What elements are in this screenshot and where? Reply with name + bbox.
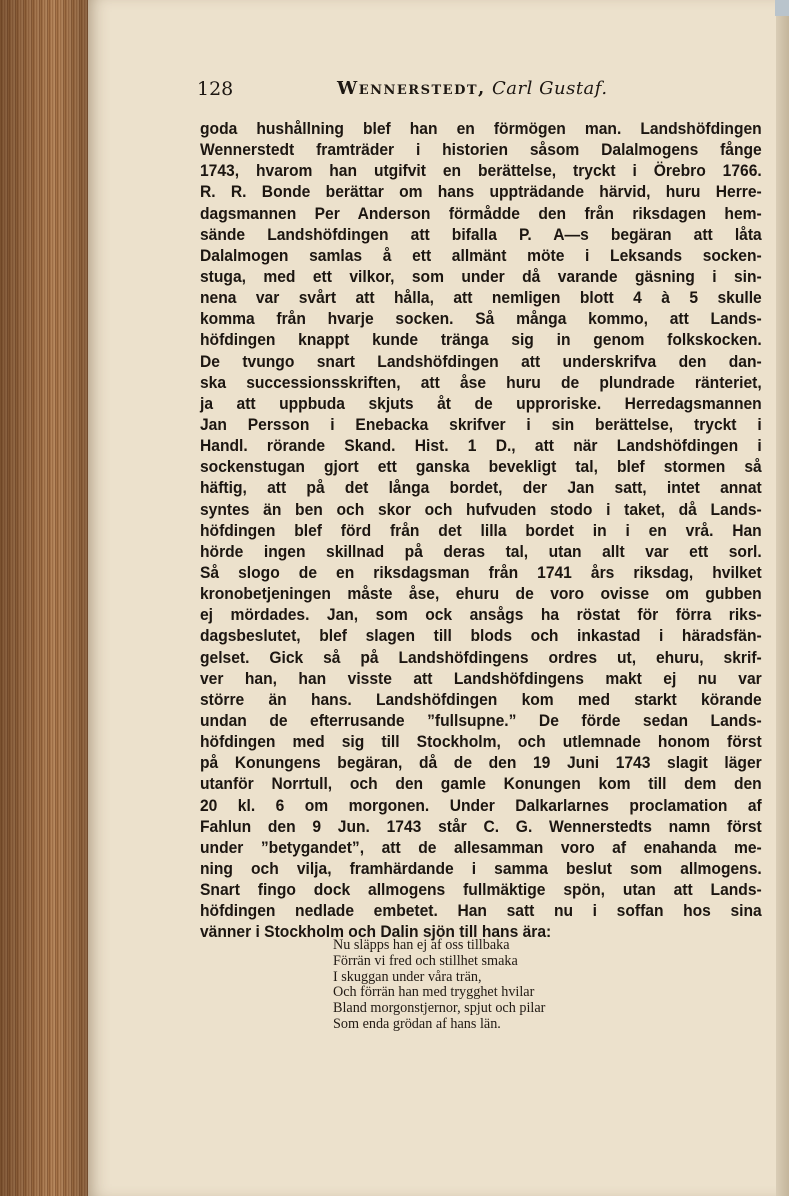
poem-line: Nu släpps han ej af oss tillbaka <box>333 937 510 953</box>
body-line: ja att uppbuda skjuts åt de upproriske. Herredagsmannen <box>200 393 762 413</box>
body-line: hörde ingen skillnad på deras tal, utan allt var ett sorl. <box>200 541 762 561</box>
body-line: kronobetjeningen måste åse, ehuru de voro ovisse om gubben <box>200 584 762 604</box>
poem-line: Och förrän han med trygghet hvilar <box>333 984 535 1001</box>
body-line: Så slogo de en riksdagsman från 1741 års riksdag, hvilket <box>200 562 762 582</box>
body-line: vänner i Stockholm och Dalin sjön till hans ära: <box>200 922 552 942</box>
page-header <box>197 78 757 106</box>
body-line: stuga, med ett vilkor, som under då varande gäsning i sin- <box>200 266 762 286</box>
body-line: 20 kl. 6 om morgonen. Under Dalkarlarnes proclamation af <box>200 795 762 815</box>
poem-line: Förrän vi fred och stillhet smaka <box>333 952 518 969</box>
body-line: på Konungens begäran, då de den 19 Juni 1743 slagit läger <box>200 753 762 773</box>
poem-line: Bland morgonstjernor, spjut och pilar <box>333 1000 546 1017</box>
body-line: Handl. rörande Skand. Hist. 1 D., att när Landshöfdingen i <box>200 436 762 456</box>
body-line: undan de efterrusande ”fullsupne.” De förde sedan Lands- <box>200 710 762 730</box>
body-line: under ”betygandet”, att de allesamman voro af enahanda me- <box>200 837 762 857</box>
body-line: höfdingen knappt kunde tränga sig in genom folkskocken. <box>200 330 762 350</box>
body-line: höfdingen blef förd från det lilla bordet in i en vrå. Han <box>200 520 762 540</box>
page-edges-shadow <box>0 0 92 1196</box>
body-line: Jan Persson i Enebacka skrifver i sin berättelse, tryckt i <box>200 414 762 434</box>
running-title <box>337 78 608 99</box>
body-line: dagsmannen Per Anderson förmådde den från riksdagen hem- <box>200 203 762 223</box>
body-line: sände Landshöfdingen att bifalla P. A—s begäran att låta <box>200 224 762 244</box>
body-line: häftig, att på det långa bordet, der Jan satt, intet annat <box>200 478 762 498</box>
scan-background-corner <box>775 0 789 16</box>
body-line: höfdingen nedlade embetet. Han satt nu i soffan hos sina <box>200 901 762 921</box>
body-line: ning och vilja, framhärdande i samma beslut som allmogens. <box>200 858 762 878</box>
body-text <box>200 118 762 942</box>
body-line: komma från hvarje socken. Så många kommo, att Lands- <box>200 309 762 329</box>
body-line: goda hushållning blef han en förmögen man. Landshöfdingen <box>200 119 762 138</box>
poem-line: Som enda grödan af hans län. <box>333 1015 501 1032</box>
body-line: sockenstugan gjort ett ganska bevekligt tal, blef stormen så <box>200 457 762 477</box>
body-line: Snart fingo dock allmogens fullmäktige spön, utan att Lands- <box>200 880 762 900</box>
running-title-given-names: Carl Gustaf. <box>492 78 608 99</box>
body-line: större än hans. Landshöfdingen kom med starkt körande <box>200 689 762 709</box>
body-line: ver han, han visste att Landshöfdingens makt ej nu var <box>200 668 762 688</box>
running-title-surname: Wennerstedt, <box>337 78 486 99</box>
body-line: nena var svårt att hålla, att nemligen blott 4 à 5 skulle <box>200 288 762 308</box>
body-line: utanför Norrtull, och den gamle Konungen kom till dem den <box>200 774 762 794</box>
body-line: Wennerstedt framträder i historien såsom Dalalmogens fånge <box>200 140 762 160</box>
body-line: dagsbeslutet, blef slagen till blods och inkastad i häradsfän- <box>200 626 762 646</box>
body-line: 1743, hvarom han utgifvit en berättelse, tryckt i Örebro 1766. <box>200 161 762 181</box>
page-number: 128 <box>197 78 234 100</box>
body-line: höfdingen med sig till Stockholm, och utlemnade honom först <box>200 732 762 752</box>
poem-line: I skuggan under våra trän, <box>333 968 482 985</box>
body-line: R. R. Bonde berättar om hans uppträdande härvid, huru Herre- <box>200 182 762 202</box>
body-line: De tvungo snart Landshöfdingen att underskrifva den dan- <box>200 351 762 371</box>
poem-quote <box>333 938 545 1033</box>
body-line: ej mördades. Jan, som ock ansågs ha röstat för förra riks- <box>200 605 762 625</box>
body-line: gelset. Gick så på Landshöfdingens ordres ut, ehuru, skrif- <box>200 647 762 667</box>
body-line: syntes än ben och skor och hufvuden stodo i taket, då Lands- <box>200 499 762 519</box>
page-right-edge <box>776 0 789 1196</box>
body-line: Dalalmogen samlas å ett allmänt möte i Leksands socken- <box>200 245 762 265</box>
body-line: Fahlun den 9 Jun. 1743 står C. G. Wennerstedts namn först <box>200 816 762 836</box>
body-line: ska successionsskriften, att åse huru de plundrade ränteriet, <box>200 372 762 392</box>
